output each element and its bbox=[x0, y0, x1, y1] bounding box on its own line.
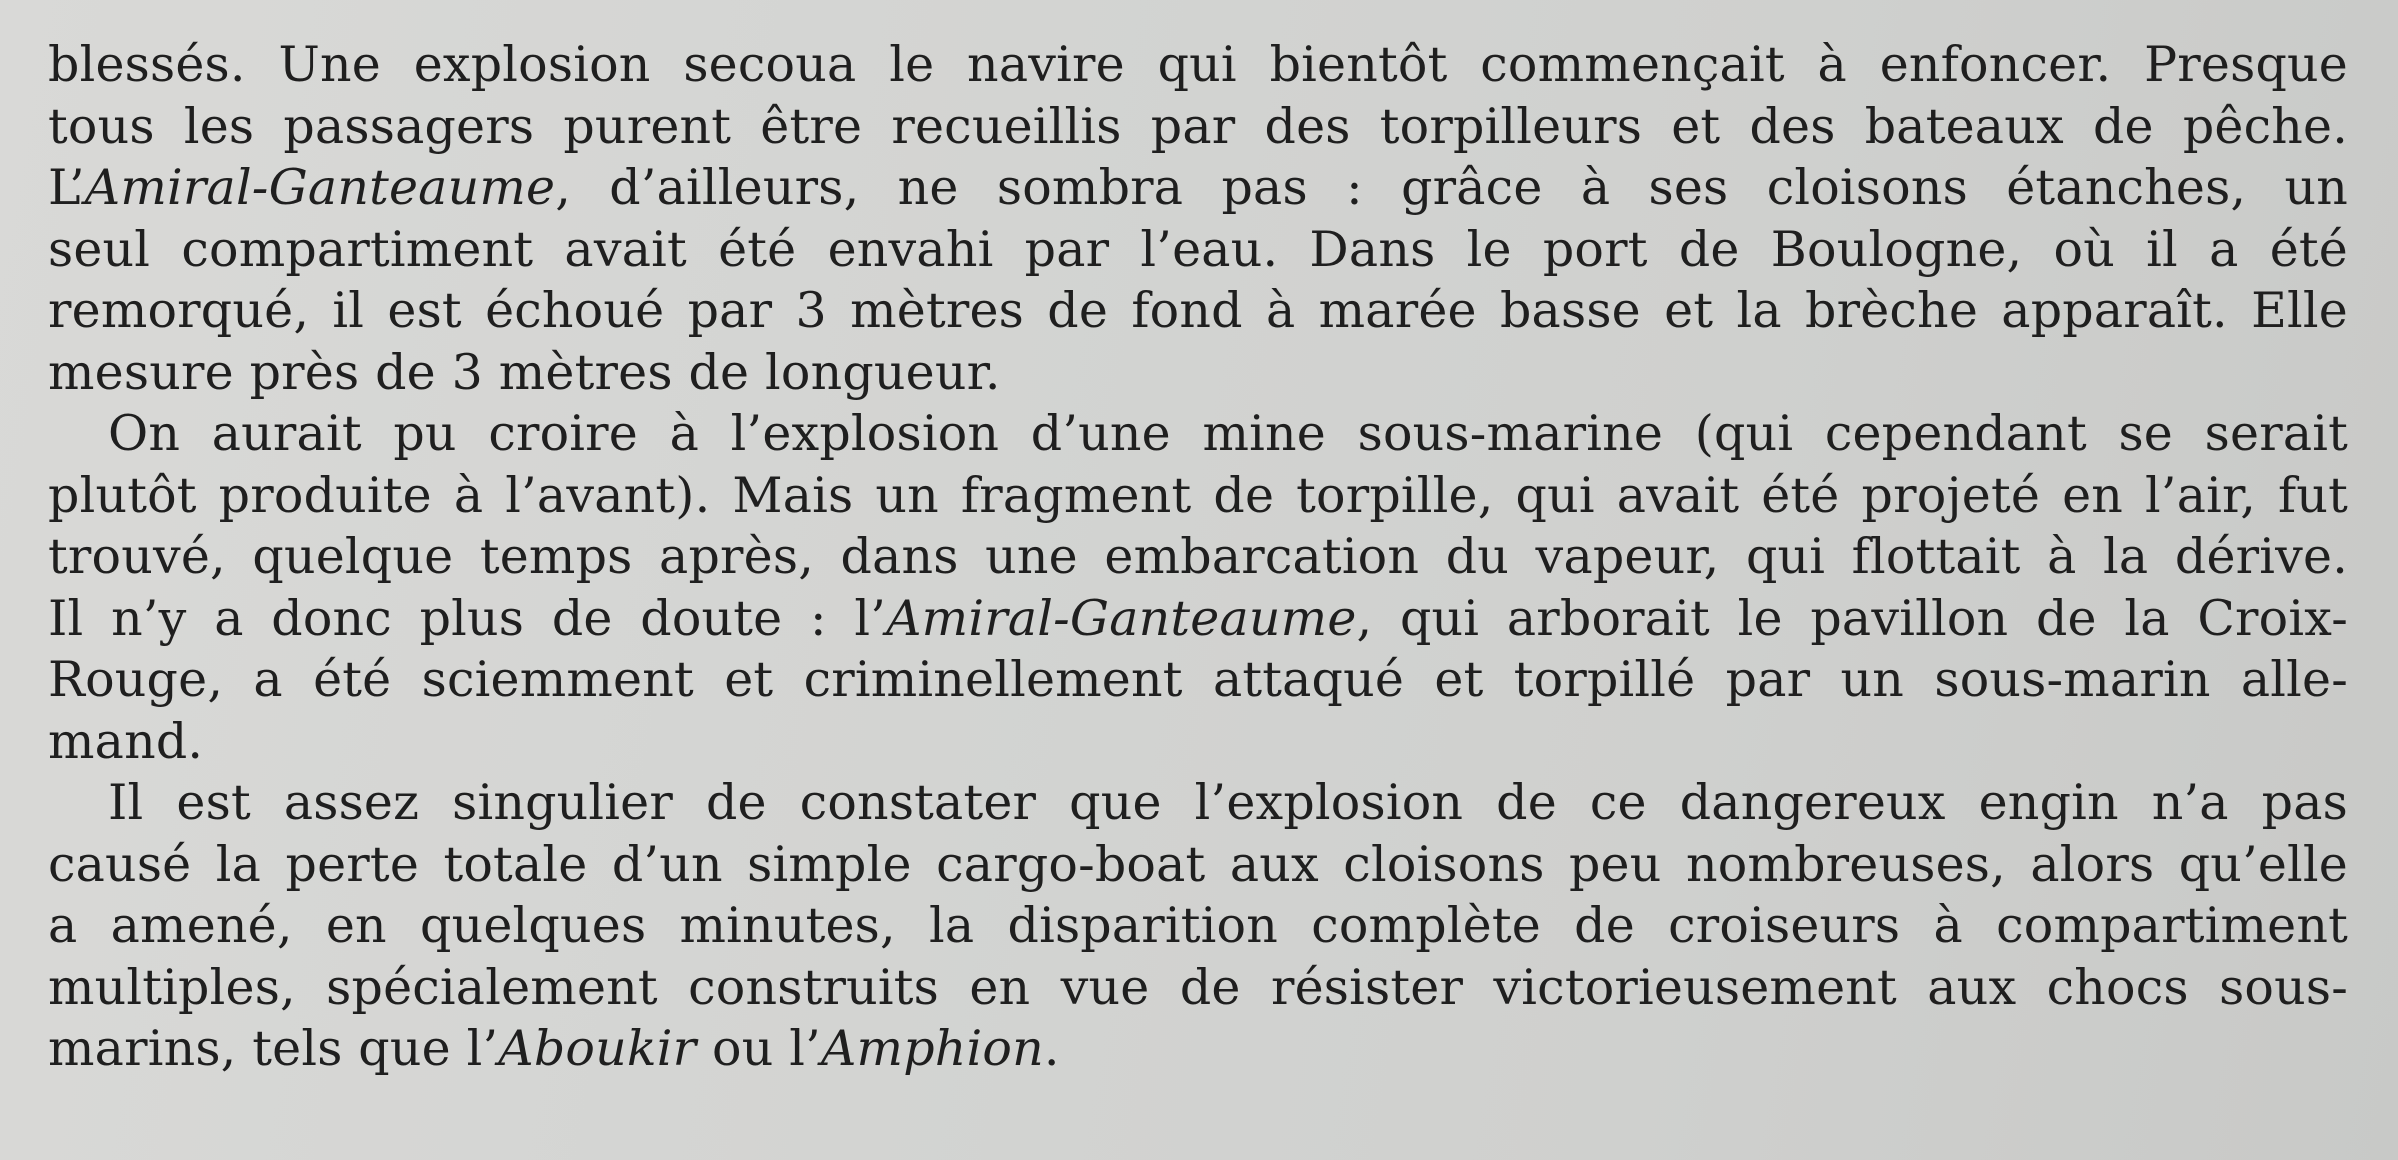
text-segment: mand. bbox=[48, 712, 204, 770]
text-segment: remorqué, il est échoué par 3 mètres de fond à marée basse et la brèche apparaît. Elle bbox=[48, 282, 2348, 339]
text-line bbox=[48, 772, 2348, 834]
text-segment: mesure près de 3 mètres de longueur. bbox=[48, 343, 1001, 401]
text-line bbox=[48, 280, 2348, 342]
text-segment: plutôt produite à l’avant). Mais un fragment de torpille, qui avait été projeté en l’air, fut bbox=[48, 466, 2348, 524]
text-segment: causé la perte totale d’un simple cargo-boat aux cloisons peu nombreuses, alors qu’elle bbox=[48, 835, 2348, 893]
text-segment: trouvé, quelque temps après, dans une embarcation du vapeur, qui flottait à la dérive. bbox=[48, 528, 2348, 585]
text-line bbox=[48, 834, 2348, 896]
text-line bbox=[48, 1018, 2348, 1080]
paragraph bbox=[48, 403, 2348, 772]
text-segment: Rouge, a été sciemment et criminellement attaqué et torpillé par un sous-marin alle- bbox=[48, 651, 2348, 708]
text-line bbox=[48, 403, 2348, 465]
text-segment: multiples, spécialement construits en vue de résister victorieusement aux chocs sous- bbox=[48, 958, 2348, 1016]
text-line bbox=[48, 96, 2348, 158]
italic-ship-name: Amiral-Ganteaume bbox=[84, 159, 556, 216]
text-segment: a amené, en quelques minutes, la disparition complète de croiseurs à compartiment bbox=[48, 897, 2348, 954]
text-segment: Il est assez singulier de constater que l’explosion de ce dangereux engin n’a pas bbox=[108, 774, 2348, 831]
text-segment: , qui arborait le pavillon de la Croix- bbox=[1356, 589, 2348, 647]
text-line bbox=[48, 465, 2348, 527]
italic-ship-name: Amphion bbox=[820, 1020, 1044, 1077]
text-segment: On aurait pu croire à l’explosion d’une mine sous-marine (qui cependant se serait bbox=[108, 405, 2348, 462]
text-line bbox=[48, 957, 2348, 1019]
italic-ship-name: Aboukir bbox=[498, 1020, 697, 1077]
document-page bbox=[48, 34, 2348, 1080]
text-line bbox=[48, 711, 2348, 773]
text-line bbox=[48, 588, 2348, 650]
text-segment: blessés. Une explosion secoua le navire qui bientôt commençait à enfoncer. Presque bbox=[48, 36, 2348, 93]
text-segment: L’ bbox=[48, 159, 85, 216]
text-segment: ou l’ bbox=[696, 1020, 821, 1077]
text-segment: tous les passagers purent être recueillis par des torpilleurs et des bateaux de pêche. bbox=[48, 97, 2348, 155]
text-line bbox=[48, 526, 2348, 588]
text-segment: seul compartiment avait été envahi par l’eau. Dans le port de Boulogne, où il a été bbox=[48, 220, 2348, 278]
text-segment: , d’ailleurs, ne sombra pas : grâce à ses cloisons étanches, un bbox=[555, 159, 2348, 216]
text-line bbox=[48, 649, 2348, 711]
text-segment: . bbox=[1043, 1020, 1060, 1077]
text-line bbox=[48, 219, 2348, 281]
paragraph bbox=[48, 772, 2348, 1080]
italic-ship-name: Amiral-Ganteaume bbox=[886, 589, 1357, 647]
text-line bbox=[48, 895, 2348, 957]
text-segment: marins, tels que l’ bbox=[48, 1020, 499, 1077]
paragraph bbox=[48, 34, 2348, 403]
text-line bbox=[48, 34, 2348, 96]
text-line bbox=[48, 342, 2348, 404]
text-line bbox=[48, 157, 2348, 219]
text-segment: Il n’y a donc plus de doute : l’ bbox=[48, 589, 887, 647]
